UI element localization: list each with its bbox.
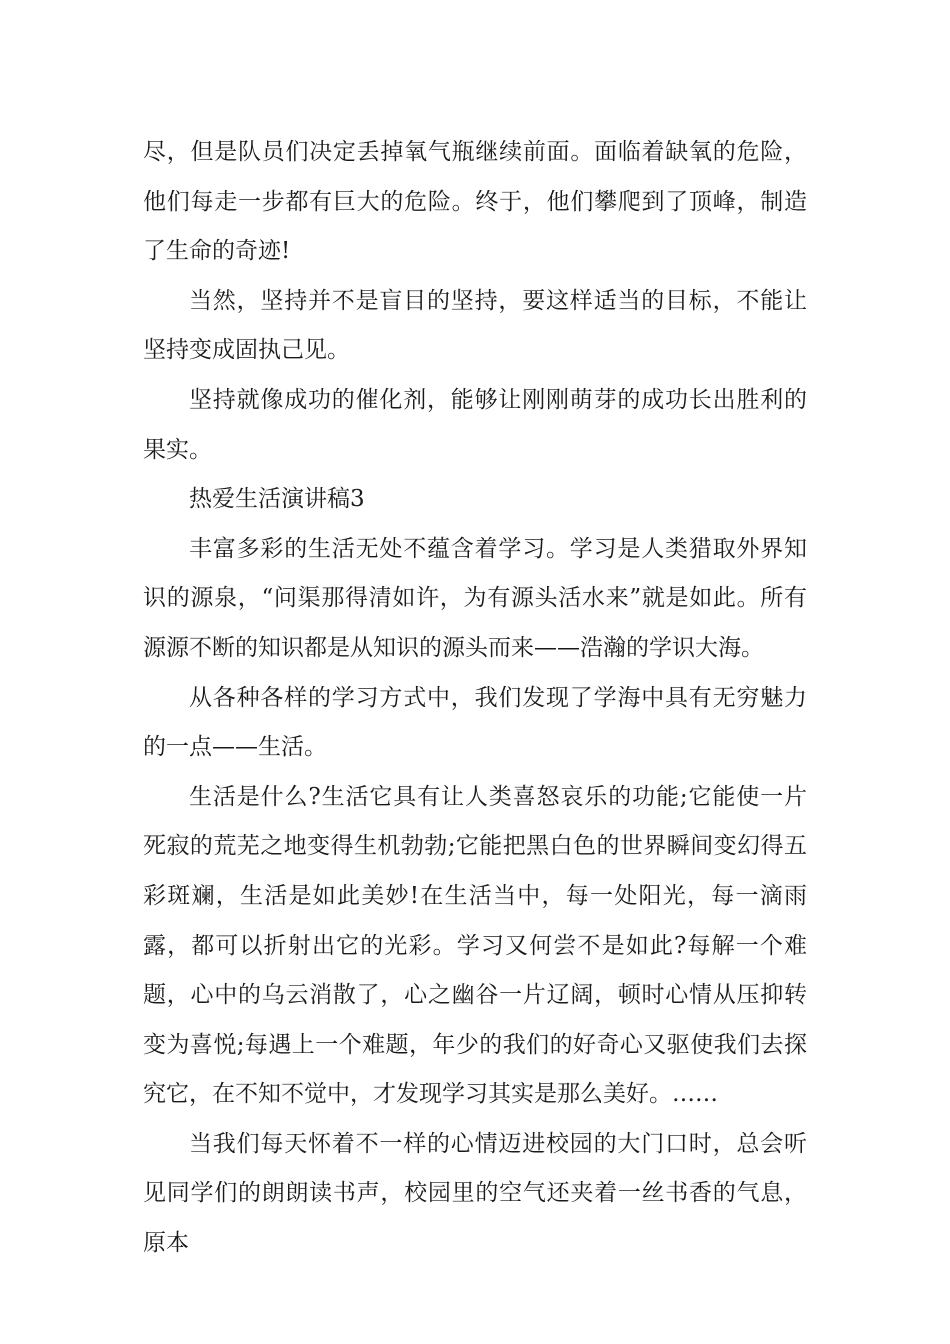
paragraph-3: 坚持就像成功的催化剂，能够让刚刚萌芽的成功长出胜利的果实。 [143,386,807,463]
paragraph-7: 当我们每天怀着不一样的心情迈进校园的大门口时，总会听见同学们的朗朗读书声，校园里的空气还夹着一丝书香的气息，原本 [143,1130,807,1257]
paragraph-4: 丰富多彩的生活无处不蕴含着学习。学习是人类猎取外界知识的源泉，“问渠那得清如许，为有源头活水来”就是如此。所有源源不断的知识都是从知识的源头而来——浩瀚的学识大海。 [143,535,807,661]
document-body [143,128,807,1269]
paragraph-5: 从各种各样的学习方式中，我们发现了学海中具有无穷魅力的一点——生活。 [143,684,807,761]
paragraph-2: 当然，坚持并不是盲目的坚持，要这样适当的目标，不能让坚持变成固执己见。 [143,287,807,364]
paragraph-6: 生活是什么?生活它具有让人类喜怒哀乐的功能;它能使一片死寂的荒芜之地变得生机勃勃;它能把黑白色的世界瞬间变幻得五彩斑斓，生活是如此美妙!在生活当中，每一处阳光，每一滴雨露，都可以折射出它的光彩。学习又何尝不是如此?每解一个难题，心中的乌云消散了，心之幽谷一片辽阔，顿时心情从压抑转变为喜悦;每遇上一个难题，年少的我们的好奇心又驱使我们去探究它，在不知不觉中，才发现学习其实是那么美好。…… [143,783,807,1108]
section-heading: 热爱生活演讲稿3 [189,486,365,513]
paragraph-1: 尽，但是队员们决定丢掉氧气瓶继续前面。面临着缺氧的危险，他们每走一步都有巨大的危险。终于，他们攀爬到了顶峰，制造了生命的奇迹! [143,139,807,265]
